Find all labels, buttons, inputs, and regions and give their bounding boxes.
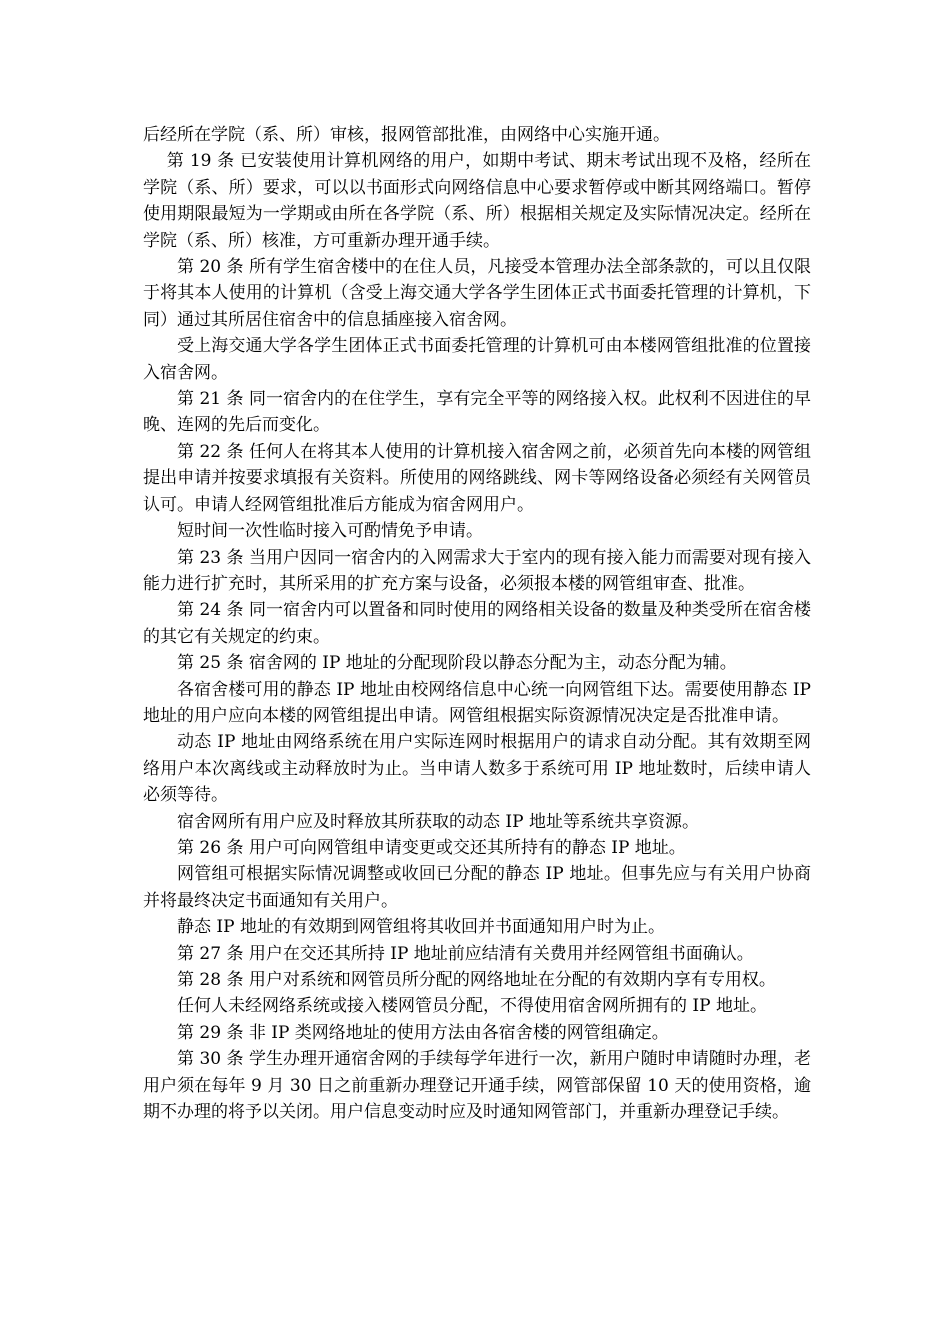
article-19: 第 19 条 已安装使用计算机网络的用户，如期中考试、期末考试出现不及格，经所在学院（系、所）要求，可以以书面形式向网络信息中心要求暂停或中断其网络端口。暂停使用期限最短为一学期或由所在各学院（系、所）根据相关规定及实际情况决定。经所在学院（系、所）核准，方可重新办理开通手续。 — [143, 151, 811, 251]
article-25-clause-dynamic: 动态 IP 地址由网络系统在用户实际连网时根据用户的请求自动分配。其有效期至网络用户本次离线或主动释放时为止。当申请人数多于系统可用 IP 地址数时，后续申请人必须等待。 — [143, 732, 811, 806]
article-26-clause-validity: 静态 IP 地址的有效期到网管组将其收回并书面通知用户时为止。 — [177, 917, 665, 938]
article-22: 第 22 条 任何人在将其本人使用的计算机接入宿舍网之前，必须首先向本楼的网管组提出申请并按要求填报有关资料。所使用的网络跳线、网卡等网络设备必须经有关网管员认可。申请人经网管组批准后方能成为宿舍网用户。 — [143, 441, 811, 515]
article-24: 第 24 条 同一宿舍内可以置备和同时使用的网络相关设备的数量及种类受所在宿舍楼的其它有关规定的约束。 — [143, 600, 811, 647]
article-28-clause: 任何人未经网络系统或接入楼网管员分配，不得使用宿舍网所拥有的 IP 地址。 — [177, 996, 767, 1017]
article-21: 第 21 条 同一宿舍内的在住学生，享有完全平等的网络接入权。此权利不因进住的早晚、连网的先后而变化。 — [143, 389, 811, 436]
article-29: 第 29 条 非 IP 类网络地址的使用方法由各宿舍楼的网管组确定。 — [177, 1022, 669, 1043]
article-20: 第 20 条 所有学生宿舍楼中的在住人员，凡接受本管理办法全部条款的，可以且仅限于将其本人使用的计算机（含受上海交通大学各学生团体正式书面委托管理的计算机，下同）通过其所居住宿舍中的信息插座接入宿舍网。 — [143, 257, 811, 330]
article-28: 第 28 条 用户对系统和网管员所分配的网络地址在分配的有效期内享有专用权。 — [177, 970, 776, 990]
article-25-clause-release: 宿舍网所有用户应及时释放其所获取的动态 IP 地址等系统共享资源。 — [177, 811, 699, 832]
article-25-clause-static: 各宿舍楼可用的静态 IP 地址由校网络信息中心统一向网管组下达。需要使用静态 IP 地址的用户应向本楼的网管组提出申请。网管组根据实际资源情况决定是否批准申请。 — [143, 679, 811, 726]
paragraph-continuation: 后经所在学院（系、所）审核，报网管部批准，由网络中心实施开通。 — [143, 125, 670, 145]
document-page — [143, 122, 811, 1125]
article-25: 第 25 条 宿舍网的 IP 地址的分配现阶段以静态分配为主，动态分配为辅。 — [177, 653, 737, 674]
article-20-clause: 受上海交通大学各学生团体正式书面委托管理的计算机可由本楼网管组批准的位置接入宿舍网。 — [143, 336, 811, 383]
article-27: 第 27 条 用户在交还其所持 IP 地址前应结清有关费用并经网管组书面确认。 — [177, 943, 754, 964]
article-26: 第 26 条 用户可向网管组申请变更或交还其所持有的静态 IP 地址。 — [177, 837, 686, 858]
article-23: 第 23 条 当用户因同一宿舍内的入网需求大于室内的现有接入能力而需要对现有接入能力进行扩充时，其所采用的扩充方案与设备，必须报本楼的网管组审查、批准。 — [143, 547, 811, 594]
article-26-clause-adjust: 网管组可根据实际情况调整或收回已分配的静态 IP 地址。但事先应与有关用户协商并将最终决定书面通知有关用户。 — [143, 864, 811, 911]
article-22-clause: 短时间一次性临时接入可酌情免予申请。 — [177, 521, 483, 542]
article-30: 第 30 条 学生办理开通宿舍网的手续每学年进行一次，新用户随时申请随时办理，老用户须在每年 9 月 30 日之前重新办理登记开通手续，网管部保留 10 天的使用资格，逾期不办理的将予以关闭。用户信息变动时应及时通知网管部门，并重新办理登记手续。 — [143, 1049, 811, 1123]
